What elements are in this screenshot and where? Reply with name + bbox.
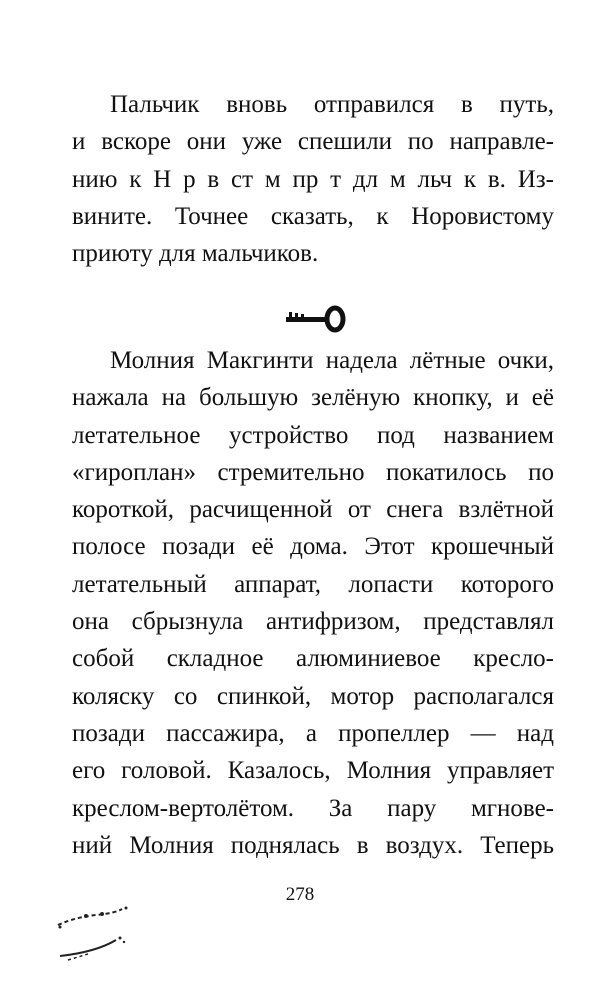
text-line: полосе позади её дома. Этот крошечный bbox=[72, 533, 554, 561]
text-line: и вскоре они уже спешили по направле- bbox=[72, 128, 554, 156]
text-line: летательное устройство под названием bbox=[72, 421, 554, 449]
text-line: Молния Макгинти надела лётные очки, bbox=[110, 347, 554, 374]
key-icon bbox=[284, 304, 348, 334]
text-line: нию к Н р в ст м пр т дл м льч к в. Из- bbox=[72, 165, 554, 193]
text-line: позади пассажира, а пропеллер — над bbox=[72, 719, 554, 747]
text-line: коляску со спинкой, мотор располагался bbox=[72, 682, 554, 710]
scan-mark-icon bbox=[56, 905, 136, 931]
text-line: приюту для мальчиков. bbox=[72, 240, 319, 268]
text-line: ний Молния поднялась в воздух. Теперь bbox=[72, 831, 554, 859]
text-line: вините. Точнее сказать, к Норовистому bbox=[72, 202, 554, 230]
scan-mark-icon bbox=[58, 932, 128, 964]
text-line: летательный аппарат, лопасти которого bbox=[72, 570, 554, 598]
text-line: нажала на большую зелёную кнопку, и её bbox=[72, 384, 554, 412]
text-line: собой складное алюминиевое кресло- bbox=[72, 645, 554, 673]
text-line: короткой, расчищенной от снега взлётной bbox=[72, 496, 554, 524]
text-line: его головой. Казалось, Молния управляет bbox=[72, 757, 554, 785]
text-line: креслом-вертолётом. За пару мгнове- bbox=[72, 794, 554, 822]
text-line: она сбрызнула антифризом, представлял bbox=[72, 608, 554, 636]
page-number: 278 bbox=[285, 884, 315, 905]
paragraph-2 bbox=[72, 342, 554, 864]
paragraph-1 bbox=[72, 86, 554, 272]
text-line: Пальчик вновь отправился в путь, bbox=[110, 91, 554, 118]
text-line: «гироплан» стремительно покатилось по bbox=[72, 458, 554, 486]
